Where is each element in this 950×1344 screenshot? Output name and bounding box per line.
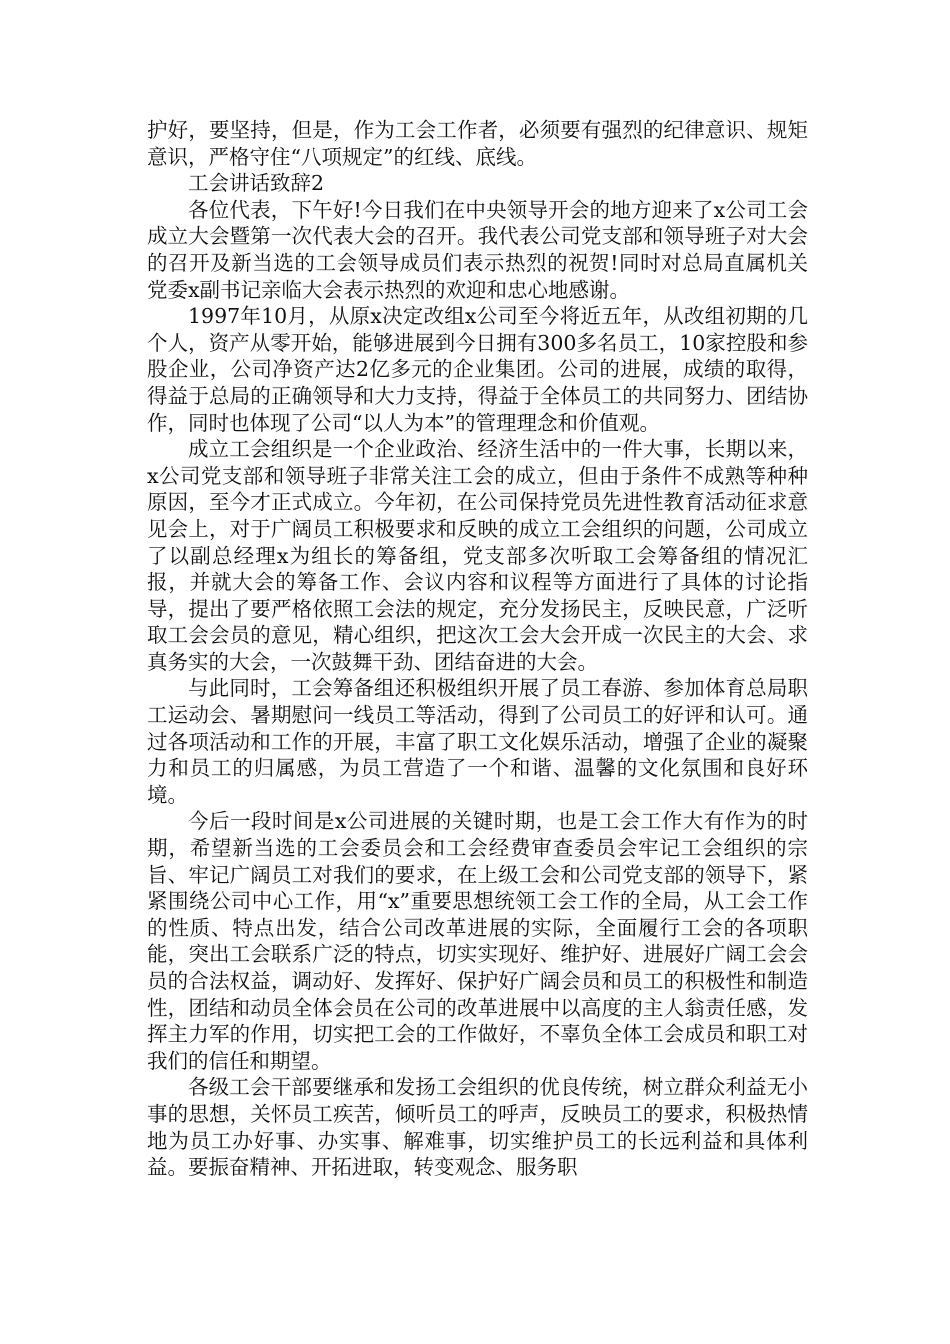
paragraph: 今后一段时间是x公司进展的关键时期，也是工会工作大有作为的时期，希望新当选的工会委员会和工会经费审查委员会牢记工会组织的宗旨、牢记广阔员工对我们的要求，在上级工会和公司党支部的领导下，紧紧围绕公司中心工作，用“x”重要思想统领工会工作的全局，从工会工作的性质、特点出发，结合公司改革进展的实际，全面履行工会的各项职能，突出工会联系广泛的特点，切实实现好、维护好、进展好广阔工会会员的合法权益，调动好、发挥好、保护好广阔会员和员工的积极性和制造性，团结和动员全体会员在公司的改革进展中以高度的主人翁责任感，发挥主力军的作用，切实把工会的工作做好，不辜负全体工会成员和职工对我们的信任和期望。 (147, 809, 808, 1073)
paragraph: 1997年10月，从原x决定改组x公司至今将近五年，从改组初期的几个人，资产从零开始，能够进展到今日拥有300多名员工，10家控股和参股企业，公司净资产达2亿多元的企业集团。公司的进展，成绩的取得，得益于总局的正确领导和大力支持，得益于全体员工的共同努力、团结协作，同时也体现了公司“以人为本”的管理理念和价值观。 (147, 304, 808, 435)
section-heading: 工会讲话致辞2 (188, 171, 325, 196)
paragraph: 成立工会组织是一个企业政治、经济生活中的一件大事，长期以来，x公司党支部和领导班子非常关注工会的成立，但由于条件不成熟等种种原因，至今才正式成立。今年初，在公司保持党员先进性教育活动征求意见会上，对于广阔员工积极要求和反映的成立工会组织的问题，公司成立了以副总经理x为组长的筹备组，党支部多次听取工会筹备组的情况汇报，并就大会的筹备工作、会议内容和议程等方面进行了具体的讨论指导，提出了要严格依照工会法的规定，充分发扬民主，反映民意，广泛听取工会会员的意见，精心组织，把这次工会大会开成一次民主的大会、求真务实的大会，一次鼓舞干劲、团结奋进的大会。 (147, 437, 808, 674)
paragraph: 护好，要坚持，但是，作为工会工作者，必须要有强烈的纪律意识、规矩意识，严格守住“八项规定”的红线、底线。 (147, 118, 808, 169)
document-body (147, 117, 808, 1181)
paragraph: 各级工会干部要继承和发扬工会组织的优良传统，树立群众利益无小事的思想，关怀员工疾苦，倾听员工的呼声，反映员工的要求，积极热情地为员工办好事、办实事、解难事，切实维护员工的长远利益和具体利益。要振奋精神、开拓进取，转变观念、服务职 (147, 1075, 808, 1180)
paragraph: 各位代表，下午好!今日我们在中央领导开会的地方迎来了x公司工会成立大会暨第一次代表大会的召开。我代表公司党支部和领导班子对大会的召开及新当选的工会领导成员们表示热烈的祝贺!同时对总局直属机关党委x副书记亲临大会表示热烈的欢迎和忠心地感谢。 (147, 197, 808, 302)
paragraph: 与此同时，工会筹备组还积极组织开展了员工春游、参加体育总局职工运动会、暑期慰问一线员工等活动，得到了公司员工的好评和认可。通过各项活动和工作的开展，丰富了职工文化娱乐活动，增强了企业的凝聚力和员工的归属感，为员工营造了一个和谐、温馨的文化氛围和良好环境。 (147, 676, 808, 807)
